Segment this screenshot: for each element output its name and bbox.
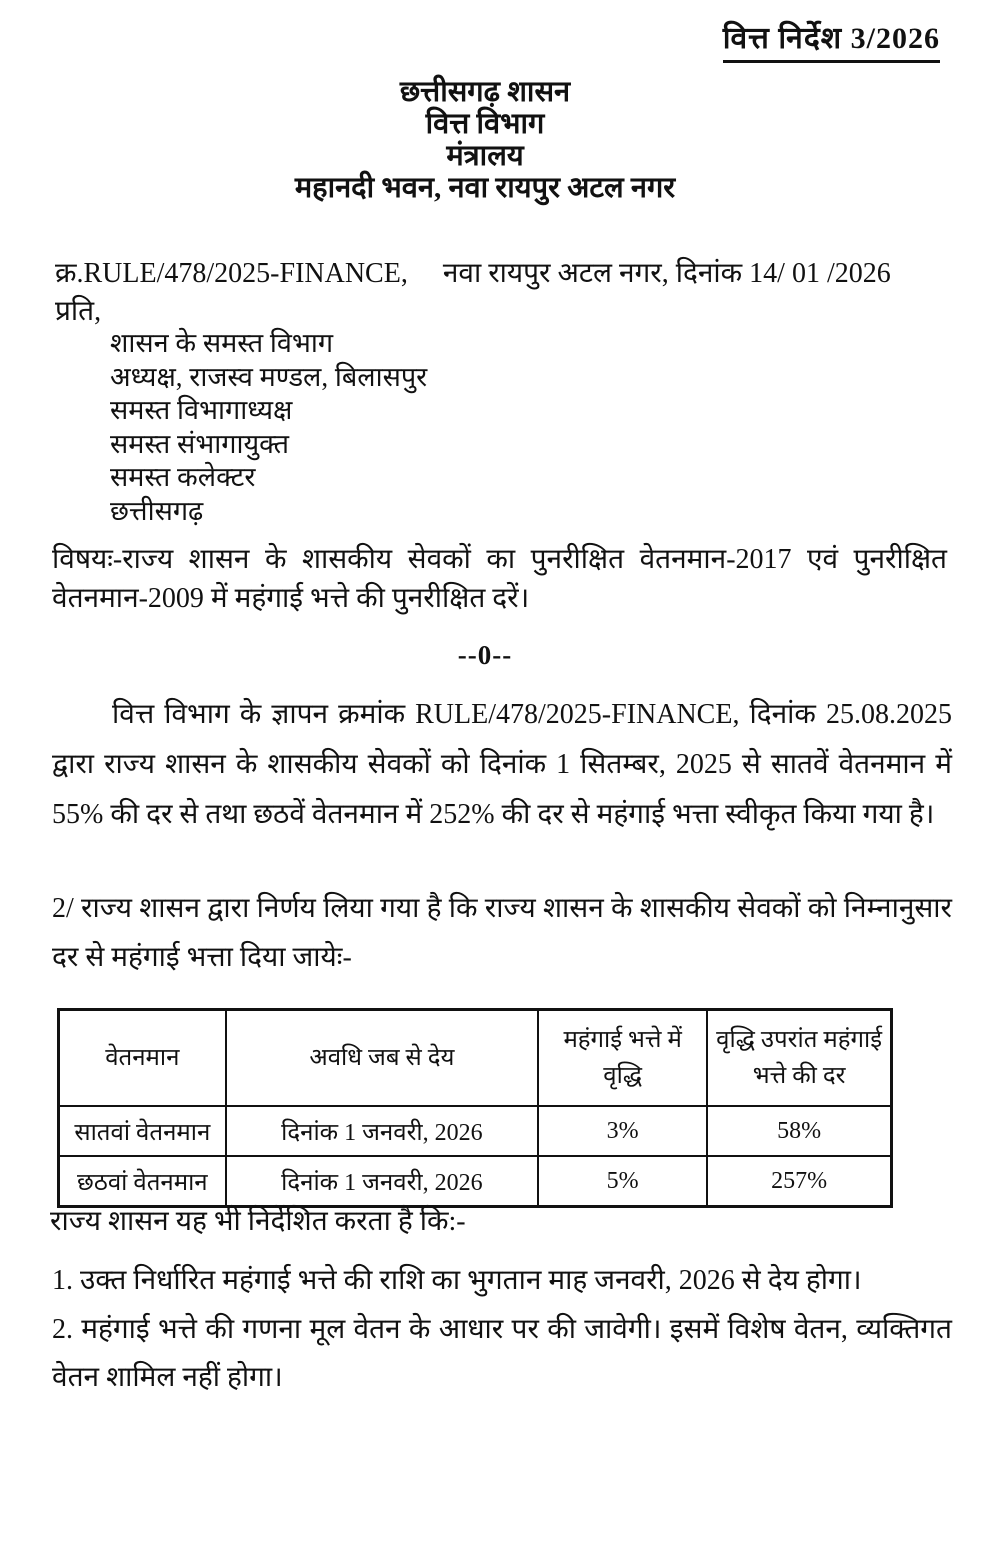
reference-place-date: नवा रायपुर अटल नगर, दिनांक 14/ 01 /2026 bbox=[442, 258, 891, 289]
addressee-item: समस्त संभागायुक्त bbox=[110, 428, 289, 459]
cell-pay-scale: छठवां वेतनमान bbox=[59, 1156, 226, 1207]
directive-item-1: 1. उक्त निर्धारित महंगाई भत्ते की राशि का भुगतान माह जनवरी, 2026 से देय होगा। bbox=[52, 1265, 862, 1296]
body-paragraph-1: वित्त विभाग के ज्ञापन क्रमांक RULE/478/2025-FINANCE, दिनांक 25.08.2025 द्वारा राज्य शासन के शासकीय सेवकों को दिनांक 1 सितम्बर, 2025 से सातवें वेतनमान में 55% की दर से तथा छठवें वेतनमान में 252% की दर से महंगाई भत्ता स्वीकृत किया गया है। bbox=[52, 699, 952, 830]
addressee-item: समस्त कलेक्टर bbox=[110, 462, 256, 492]
da-table-header-row bbox=[59, 1010, 892, 1107]
reference-number: क्र.RULE/478/2025-FINANCE, bbox=[55, 258, 408, 289]
cell-increase: 3% bbox=[538, 1106, 707, 1156]
letterhead-ministry: मंत्रालय bbox=[446, 140, 524, 172]
header-da-rate-after-increase: वृद्धि उपरांत महंगाई भत्ते की दर bbox=[707, 1010, 891, 1107]
section-separator: --0-- bbox=[457, 640, 513, 670]
salutation: प्रति, bbox=[55, 296, 102, 327]
letterhead bbox=[0, 76, 970, 204]
addressee-item: शासन के समस्त विभाग bbox=[110, 328, 334, 358]
header-da-increase: महंगाई भत्ते में वृद्धि bbox=[538, 1010, 707, 1107]
addressee-item: छत्तीसगढ़ bbox=[110, 495, 204, 526]
cell-pay-scale: सातवां वेतनमान bbox=[59, 1106, 226, 1156]
letterhead-department: वित्त विभाग bbox=[425, 108, 545, 140]
reference-line bbox=[55, 253, 945, 291]
letterhead-government: छत्तीसगढ़ शासन bbox=[399, 76, 571, 108]
da-rates-table bbox=[57, 1008, 893, 1208]
header-period-payable: अवधि जब से देय bbox=[226, 1010, 538, 1107]
header-pay-scale: वेतनमान bbox=[59, 1010, 226, 1107]
cell-increase: 5% bbox=[538, 1156, 707, 1207]
table-row bbox=[59, 1106, 892, 1156]
addressee-list bbox=[110, 327, 427, 528]
letterhead-address: महानदी भवन, नवा रायपुर अटल नगर bbox=[294, 172, 676, 204]
directive-item-2: 2. महंगाई भत्ते की गणना मूल वेतन के आधार पर की जावेगी। इसमें विशेष वेतन, व्यक्तिगत वेतन शामिल नहीं होगा। bbox=[52, 1314, 952, 1393]
body-paragraph-2: 2/ राज्य शासन द्वारा निर्णय लिया गया है कि राज्य शासन के शासकीय सेवकों को निम्नानुसार दर से महंगाई भत्ता दिया जायेः- bbox=[52, 893, 952, 973]
cell-rate-after: 58% bbox=[707, 1106, 891, 1156]
directive-intro: राज्य शासन यह भी निर्देशित करता है कि:- bbox=[50, 1206, 466, 1237]
subject-line: विषयः-राज्य शासन के शासकीय सेवकों का पुनरीक्षित वेतनमान-2017 एवं पुनरीक्षित वेतनमान-2009 में महंगाई भत्ते की पुनरीक्षित दरें। bbox=[52, 544, 947, 614]
table-row bbox=[59, 1156, 892, 1207]
addressee-item: अध्यक्ष, राजस्व मण्डल, बिलासपुर bbox=[110, 361, 428, 392]
cell-rate-after: 257% bbox=[707, 1156, 891, 1207]
doc-number-top: वित्त निर्देश 3/2026 bbox=[723, 16, 940, 63]
addressee-item: समस्त विभागाध्यक्ष bbox=[110, 395, 293, 425]
cell-period: दिनांक 1 जनवरी, 2026 bbox=[226, 1156, 538, 1207]
cell-period: दिनांक 1 जनवरी, 2026 bbox=[226, 1106, 538, 1156]
